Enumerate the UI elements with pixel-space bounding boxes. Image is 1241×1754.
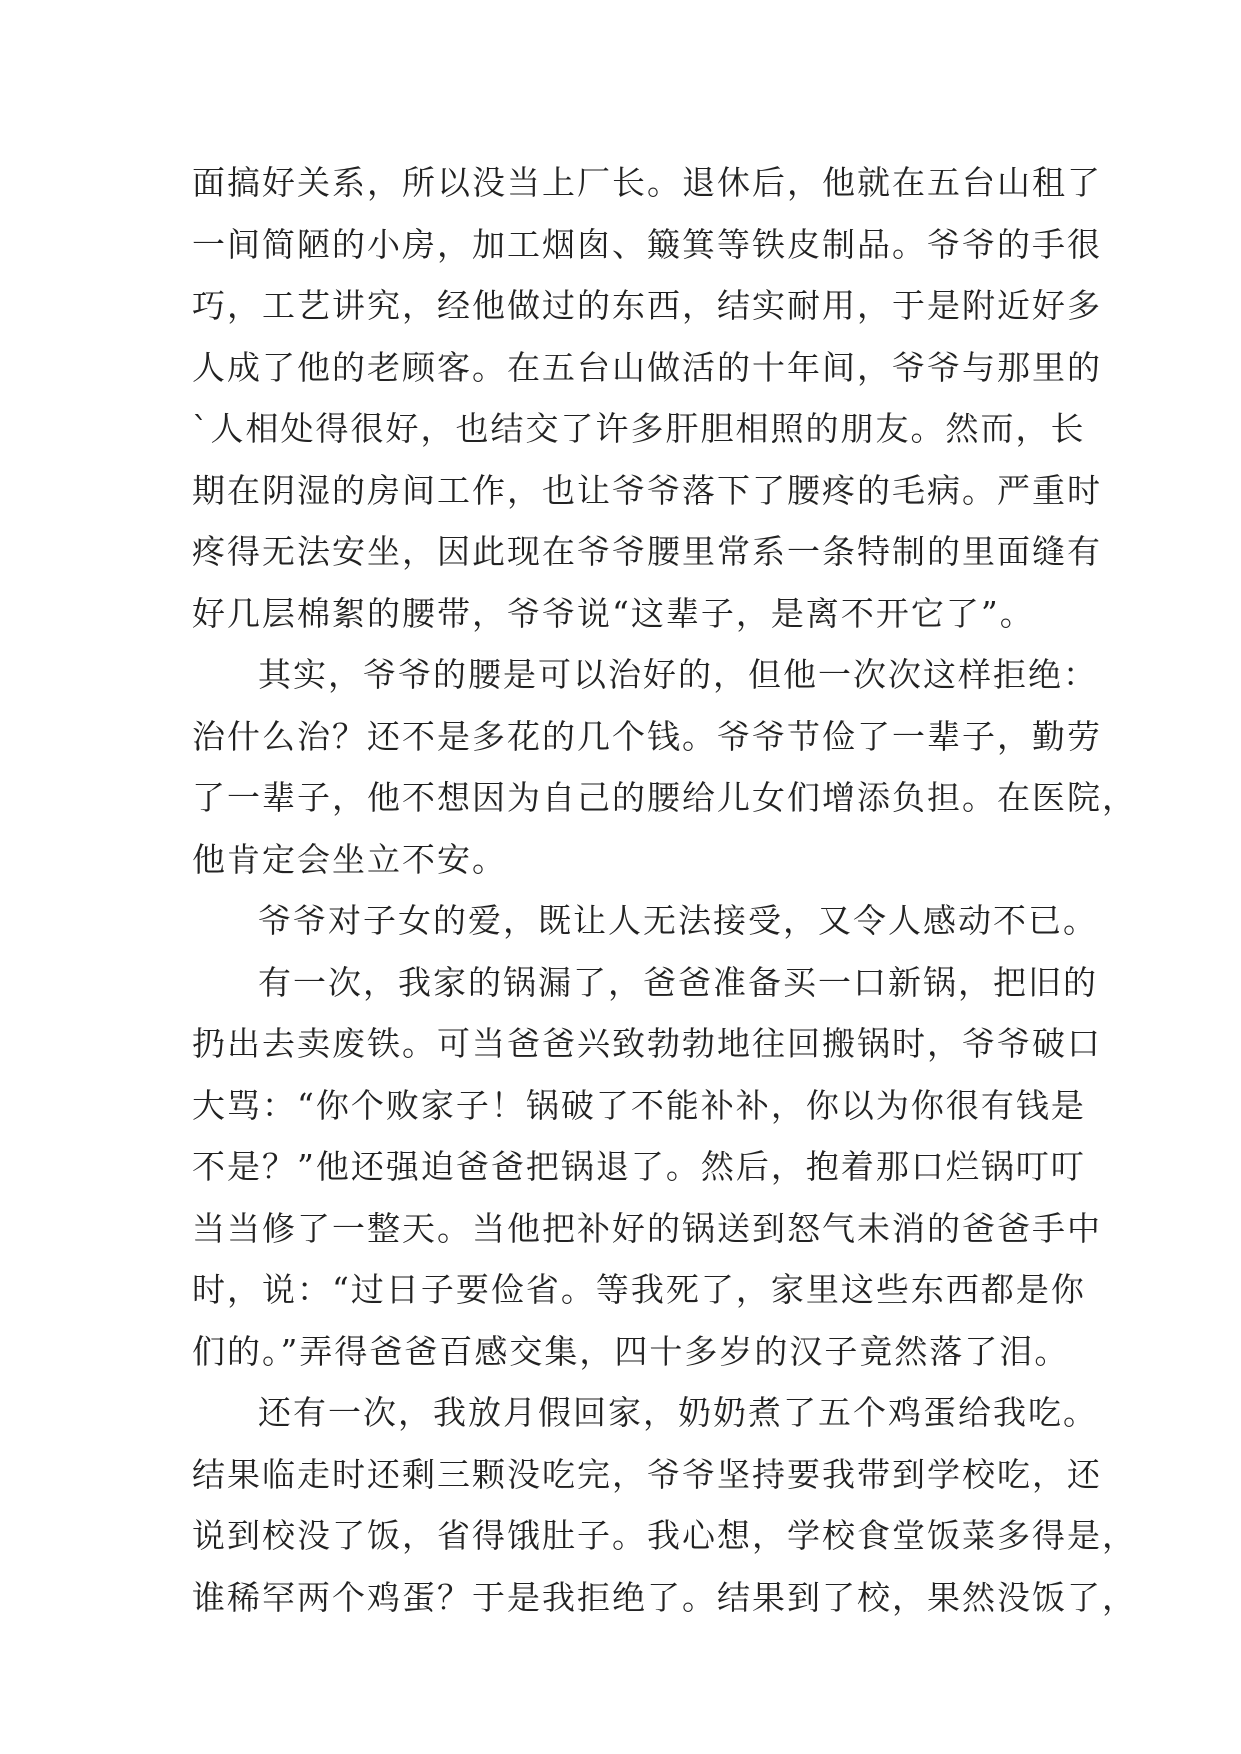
text-line: `人相处得很好，也结交了许多肝胆相照的朋友。然而，长 (192, 409, 1086, 448)
text-line: 有一次，我家的锅漏了，爸爸准备买一口新锅，把旧的 (258, 962, 1098, 1002)
text-line: 期在阴湿的房间工作，也让爷爷落下了腰疼的毛病。严重时 (192, 470, 1102, 510)
text-line: 巧，工艺讲究，经他做过的东西，结实耐用，于是附近好多 (192, 286, 1102, 325)
text-line: 还有一次，我放月假回家，奶奶煮了五个鸡蛋给我吃。 (258, 1393, 1098, 1432)
text-line: 大骂：“你个败家子！锅破了不能补补，你以为你很有钱是 (192, 1085, 1086, 1125)
text-line: 说到校没了饭，省得饿肚子。我心想，学校食堂饭菜多得是， (192, 1516, 1137, 1555)
text-line: 一间简陋的小房，加工烟囱、簸箕等铁皮制品。爷爷的手很 (192, 224, 1102, 264)
text-line: 治什么治？还不是多花的几个钱。爷爷节俭了一辈子，勤劳 (192, 716, 1102, 756)
text-line: 时，说：“过日子要俭省。等我死了，家里这些东西都是你 (192, 1270, 1086, 1309)
paragraph-5 (192, 1382, 1137, 1628)
text-line: 爷爷对子女的爱，既让人无法接受，又令人感动不已。 (258, 901, 1098, 940)
text-line: 结果临走时还剩三颗没吃完，爷爷坚持要我带到学校吃，还 (192, 1454, 1102, 1494)
text-line: 好几层棉絮的腰带，爷爷说“这辈子，是离不开它了”。 (192, 593, 1035, 633)
text-line: 不是？”他还强迫爸爸把锅退了。然后，抱着那口烂锅叮叮 (192, 1147, 1086, 1186)
paragraph-3 (192, 890, 1098, 952)
document-body (192, 152, 1137, 1628)
text-line: 面搞好关系，所以没当上厂长。退休后，他就在五台山租了 (192, 163, 1102, 202)
text-line: 扔出去卖废铁。可当爸爸兴致勃勃地往回搬锅时，爷爷破口 (192, 1024, 1102, 1063)
text-line: 谁稀罕两个鸡蛋？于是我拒绝了。结果到了校，果然没饭了， (192, 1577, 1137, 1617)
paragraph-2 (192, 644, 1137, 890)
paragraph-4 (192, 952, 1102, 1383)
text-line: 当当修了一整天。当他把补好的锅送到怒气未消的爸爸手中 (192, 1208, 1102, 1248)
paragraph-1 (192, 152, 1102, 644)
text-line: 人成了他的老顾客。在五台山做活的十年间，爷爷与那里的 (192, 347, 1102, 387)
text-line: 他肯定会坐立不安。 (192, 839, 507, 879)
text-line: 了一辈子，他不想因为自己的腰给儿女们增添负担。在医院， (192, 778, 1137, 817)
text-line: 们的。”弄得爸爸百感交集，四十多岁的汉子竟然落了泪。 (192, 1331, 1070, 1371)
text-line: 疼得无法安坐，因此现在爷爷腰里常系一条特制的里面缝有 (192, 532, 1102, 571)
text-line: 其实，爷爷的腰是可以治好的，但他一次次这样拒绝： (258, 655, 1098, 694)
